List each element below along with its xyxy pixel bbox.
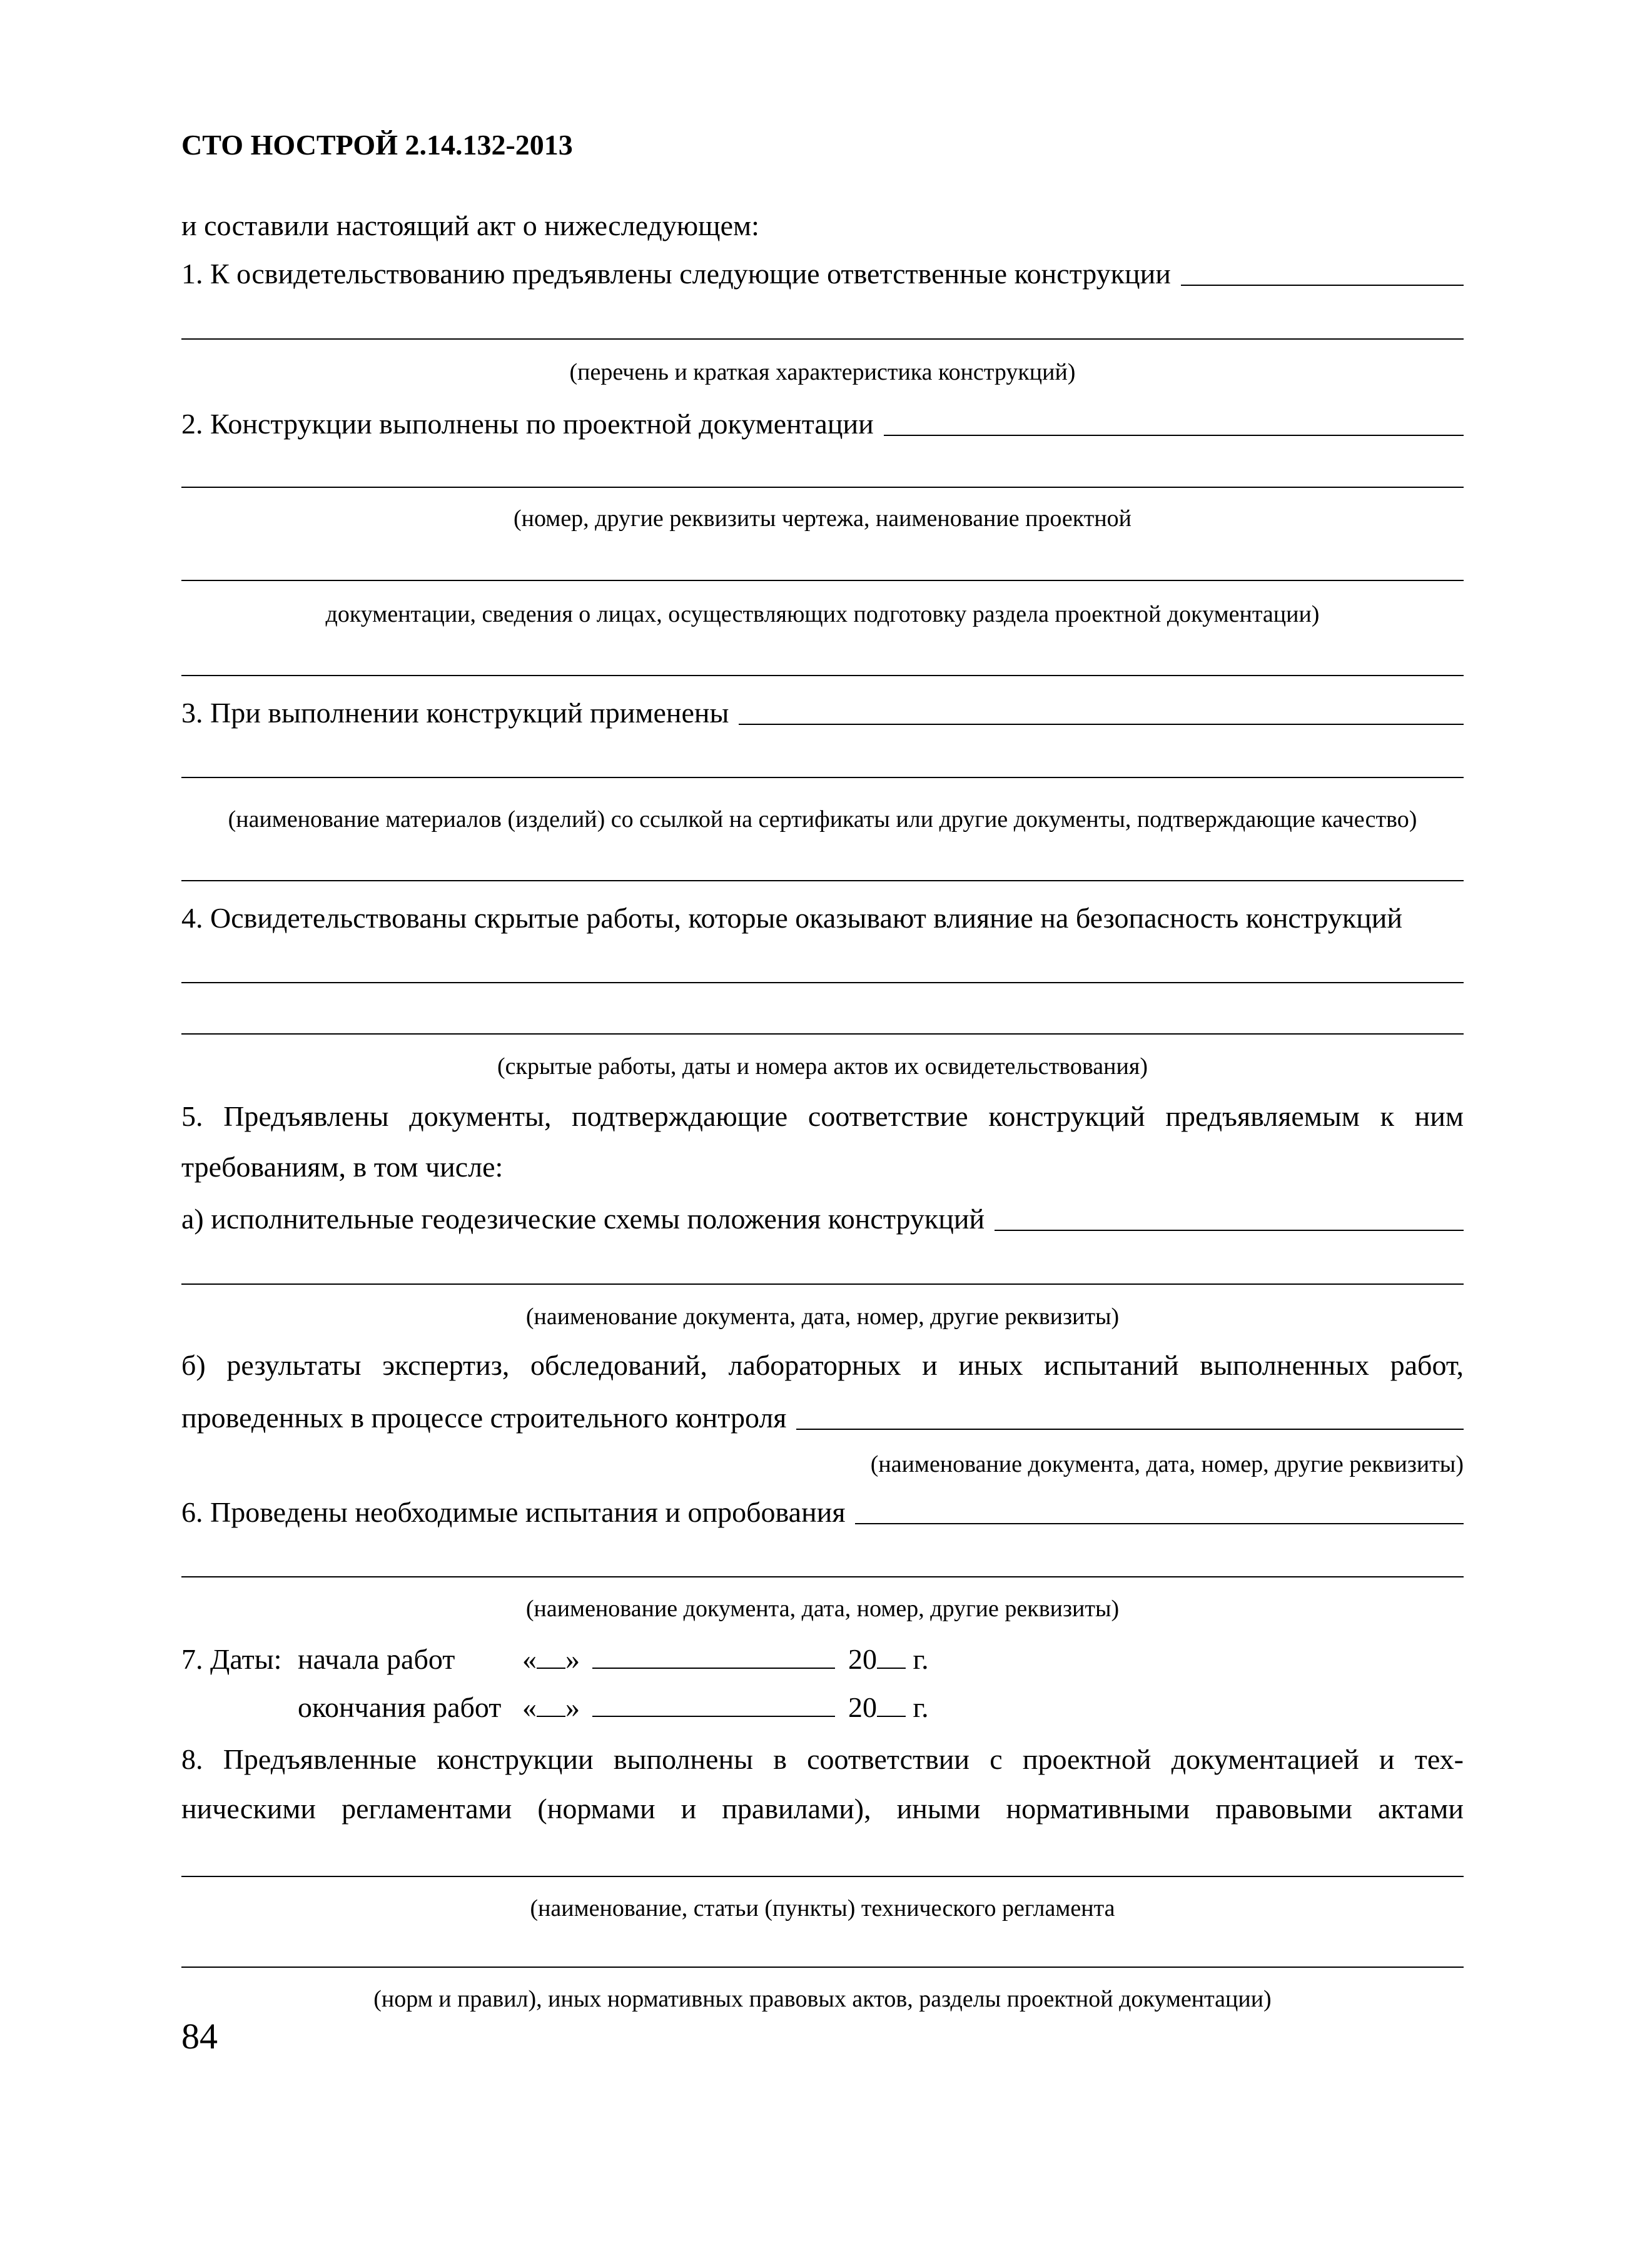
item-8-line-a [181,1876,1464,1877]
item-5b-row [181,1404,1464,1432]
end-year-blank [877,1716,906,1717]
end-quote-close: » [565,1691,580,1723]
item-1-blank [1181,285,1464,286]
item-7-start-date [522,1645,929,1674]
start-year-blank [877,1668,906,1669]
item-3-line-1 [181,777,1464,778]
item-6-blank [855,1523,1464,1524]
end-quote-open: « [522,1691,537,1723]
item-3-blank [739,724,1464,725]
item-6-caption: (наименование документа, дата, номер, другие реквизиты) [525,1596,1120,1622]
item-2-caption-2: документации, сведения о лицах, осуществляющих подготовку раздела проектной документации) [325,601,1320,627]
item-3-row [181,699,1464,727]
start-quote-open: « [522,1643,537,1675]
item-2-line-2 [181,580,1464,581]
item-8-caption-2: (норм и правил), иных нормативных правовых актов, разделы проектной документации) [373,1986,1272,2012]
item-5-line-2: требованиям, в том числе: [181,1151,504,1183]
start-year-suffix: г. [913,1643,929,1675]
item-3-line-2 [181,880,1464,881]
item-6-text: 6. Проведены необходимые испытания и опробования [181,1496,846,1528]
item-2-blank [884,435,1464,436]
item-8-line-1-text: 8. Предъявленные конструкции выполнены в соответствии с проектной документацией и тех- [181,1743,1464,1775]
item-5a-caption: (наименование документа, дата, номер, другие реквизиты) [525,1304,1120,1330]
end-day-blank [537,1716,565,1717]
item-4-line-1 [181,982,1464,983]
end-year-suffix: г. [913,1691,929,1723]
end-year-prefix: 20 [848,1691,877,1723]
item-8-line-b [181,1967,1464,1968]
item-5b-line-1-text: б) результаты экспертиз, обследований, лабораторных и иных испытаний выполненных работ, [181,1349,1464,1381]
item-1-text: 1. К освидетельствованию предъявлены следующие ответственные конструкции [181,258,1171,290]
item-5a-line [181,1283,1464,1285]
item-5b-text: проведенных в процессе строительного контроля [181,1402,787,1434]
item-1-caption: (перечень и краткая характеристика конструкций) [569,359,1076,385]
start-day-blank [537,1668,565,1669]
item-8-line-1 [181,1745,1464,1774]
item-5a-blank [995,1230,1464,1231]
item-1-line [181,338,1464,340]
item-7-label: 7. Даты: [181,1643,282,1675]
item-1-row [181,260,1464,288]
item-5-line-1 [181,1102,1464,1131]
item-6-line [181,1576,1464,1577]
item-5a-row [181,1205,1464,1233]
start-year-prefix: 20 [848,1643,877,1675]
end-month-blank [592,1716,835,1717]
item-2-row [181,410,1464,438]
item-7-end-date [522,1693,929,1722]
item-5b-caption: (наименование документа, дата, номер, другие реквизиты) [870,1451,1464,1477]
item-5b-blank [796,1429,1464,1430]
item-4-caption: (скрытые работы, даты и номера актов их освидетельствования) [497,1053,1148,1080]
item-3-text: 3. При выполнении конструкций применены [181,697,729,729]
item-6-row [181,1498,1464,1527]
document-header: СТО НОСТРОЙ 2.14.132-2013 [181,129,573,161]
item-2-text: 2. Конструкции выполнены по проектной документации [181,408,874,440]
item-8-line-2 [181,1795,1464,1823]
item-5-line-1-text: 5. Предъявлены документы, подтверждающие соответствие конструкций предъявляемым к ним [181,1100,1464,1132]
start-quote-close: » [565,1643,580,1675]
item-8-line-2-text: ническими регламентами (нормами и правилами), иными нормативными правовыми актами [181,1793,1464,1825]
item-2-line-1 [181,487,1464,488]
item-8-caption-1: (наименование, статьи (пункты) технического регламента [530,1895,1115,1921]
item-2-caption-1: (номер, другие реквизиты чертежа, наименование проектной [514,505,1131,532]
item-5a-text: а) исполнительные геодезические схемы положения конструкций [181,1203,985,1235]
item-5b-line-1 [181,1351,1464,1380]
intro-text: и составили настоящий акт о нижеследующем: [181,210,759,241]
page-number: 84 [181,2016,218,2057]
item-7-start-label: начала работ [298,1643,455,1675]
item-7-end-label: окончания работ [298,1691,502,1723]
item-4-line-2 [181,1033,1464,1035]
item-4-text: 4. Освидетельствованы скрытые работы, которые оказывают влияние на безопасность конструкций [181,902,1403,934]
item-2-line-3 [181,675,1464,676]
item-3-caption: (наименование материалов (изделий) со ссылкой на сертификаты или другие документы, подтверждающие качество) [228,806,1417,833]
start-month-blank [592,1668,835,1669]
